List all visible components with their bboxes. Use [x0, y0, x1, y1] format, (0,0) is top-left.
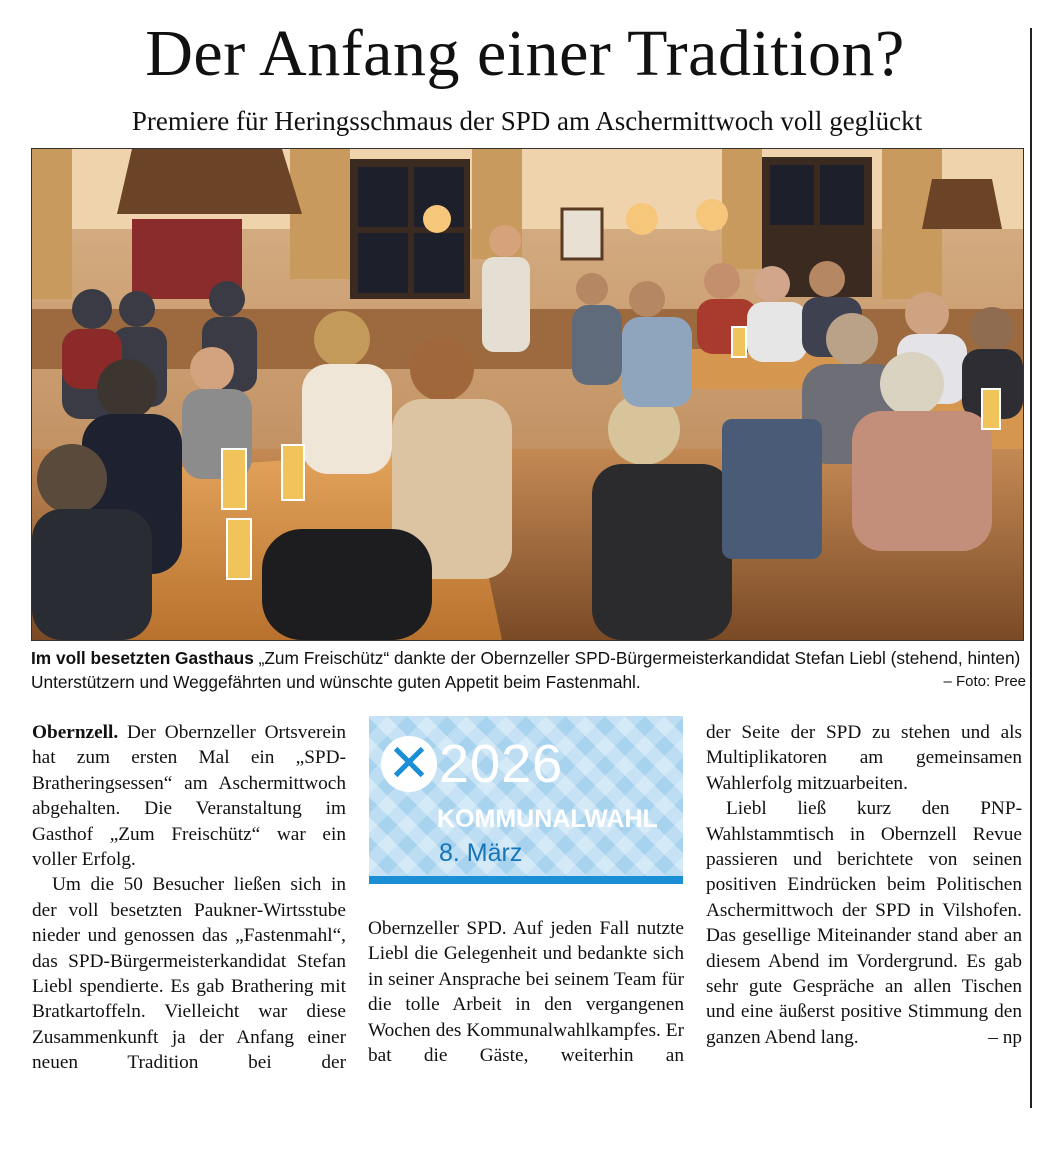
paragraph-5-text: Liebl ließ kurz den PNP-Wahlstammtisch in Obernzell Revue passieren und berichtete von seinen positiven Eindrücken beim Politischen Aschermittwoch der SPD in Vilshofen. Das gesellige Miteinander stand aber an diesem Abend im Vordergrund. Es gab sehr gute Gespräche an allen Tischen und eine äußerst positive Stimmung den ganzen Abend lang.	[706, 798, 1022, 1048]
subheadline: Premiere für Heringsschmaus der SPD am Aschermittwoch voll geglückt	[131, 106, 923, 136]
caption-bold: Im voll besetzten Gasthaus	[31, 648, 254, 668]
column-2	[368, 916, 684, 1068]
dateline: Obernzell.	[32, 722, 119, 743]
badge-underline	[369, 876, 683, 884]
author-signature: – np	[988, 1026, 1022, 1048]
paragraph-1: Der Obernzeller Ortsverein hat zum ersten Mal ein „SPD-Bratheringsessen“ am Aschermittwoch abgehalten. Die Veranstaltung im Gasthof „Zum Freischütz“ war ein voller Erfolg.	[32, 722, 346, 871]
article-photo	[31, 148, 1024, 641]
paragraph-5	[706, 796, 1022, 1050]
caption-text: „Zum Freischütz“ dankte der Obernzeller SPD-Bürgermeisterkandidat Stefan Liebl (stehend, hinten) Unterstützern und Weggefährten und wünschte guten Appetit beim Fastenmahl.	[31, 648, 1021, 692]
badge-label: KOMMUNALWAHL	[437, 805, 658, 833]
election-badge	[369, 716, 683, 876]
paragraph-2: Um die 50 Besucher ließen sich in der voll besetzten Paukner-Wirtsstube nieder und genossen das „Fastenmahl“, das SPD-Bürgermeisterkandidat Stefan Liebl spendierte. Es gab Brathering mit Bratkartoffeln. Vielleicht war diese Zusammenkunft ja der Anfang einer neuen Tradition bei der	[32, 874, 346, 1074]
column-3	[706, 720, 1022, 1050]
x-check-icon: ✕	[381, 736, 437, 792]
paragraph-3: Obernzeller SPD. Auf jeden Fall nutzte Liebl die Gelegenheit und bedankte sich in seiner Ansprache bei seinem Team für die tolle Arbeit in den vergangenen Wochen des Kommunalwahlkampfes. Er bat die Gäste, weiterhin an	[368, 918, 684, 1067]
paragraph-4: der Seite der SPD zu stehen und als Multiplikatoren am gemeinsamen Wahlerfolg mitzuarbeiten.	[706, 722, 1022, 794]
photo-caption	[31, 646, 1026, 694]
headline: Der Anfang einer Tradition?	[145, 17, 905, 90]
badge-year: 2026	[439, 734, 564, 794]
column-rule	[1030, 28, 1032, 1108]
badge-date: 8. März	[439, 839, 523, 867]
photo-illustration	[32, 149, 1023, 640]
column-1	[32, 720, 346, 1076]
photo-credit: – Foto: Pree	[943, 673, 1026, 690]
